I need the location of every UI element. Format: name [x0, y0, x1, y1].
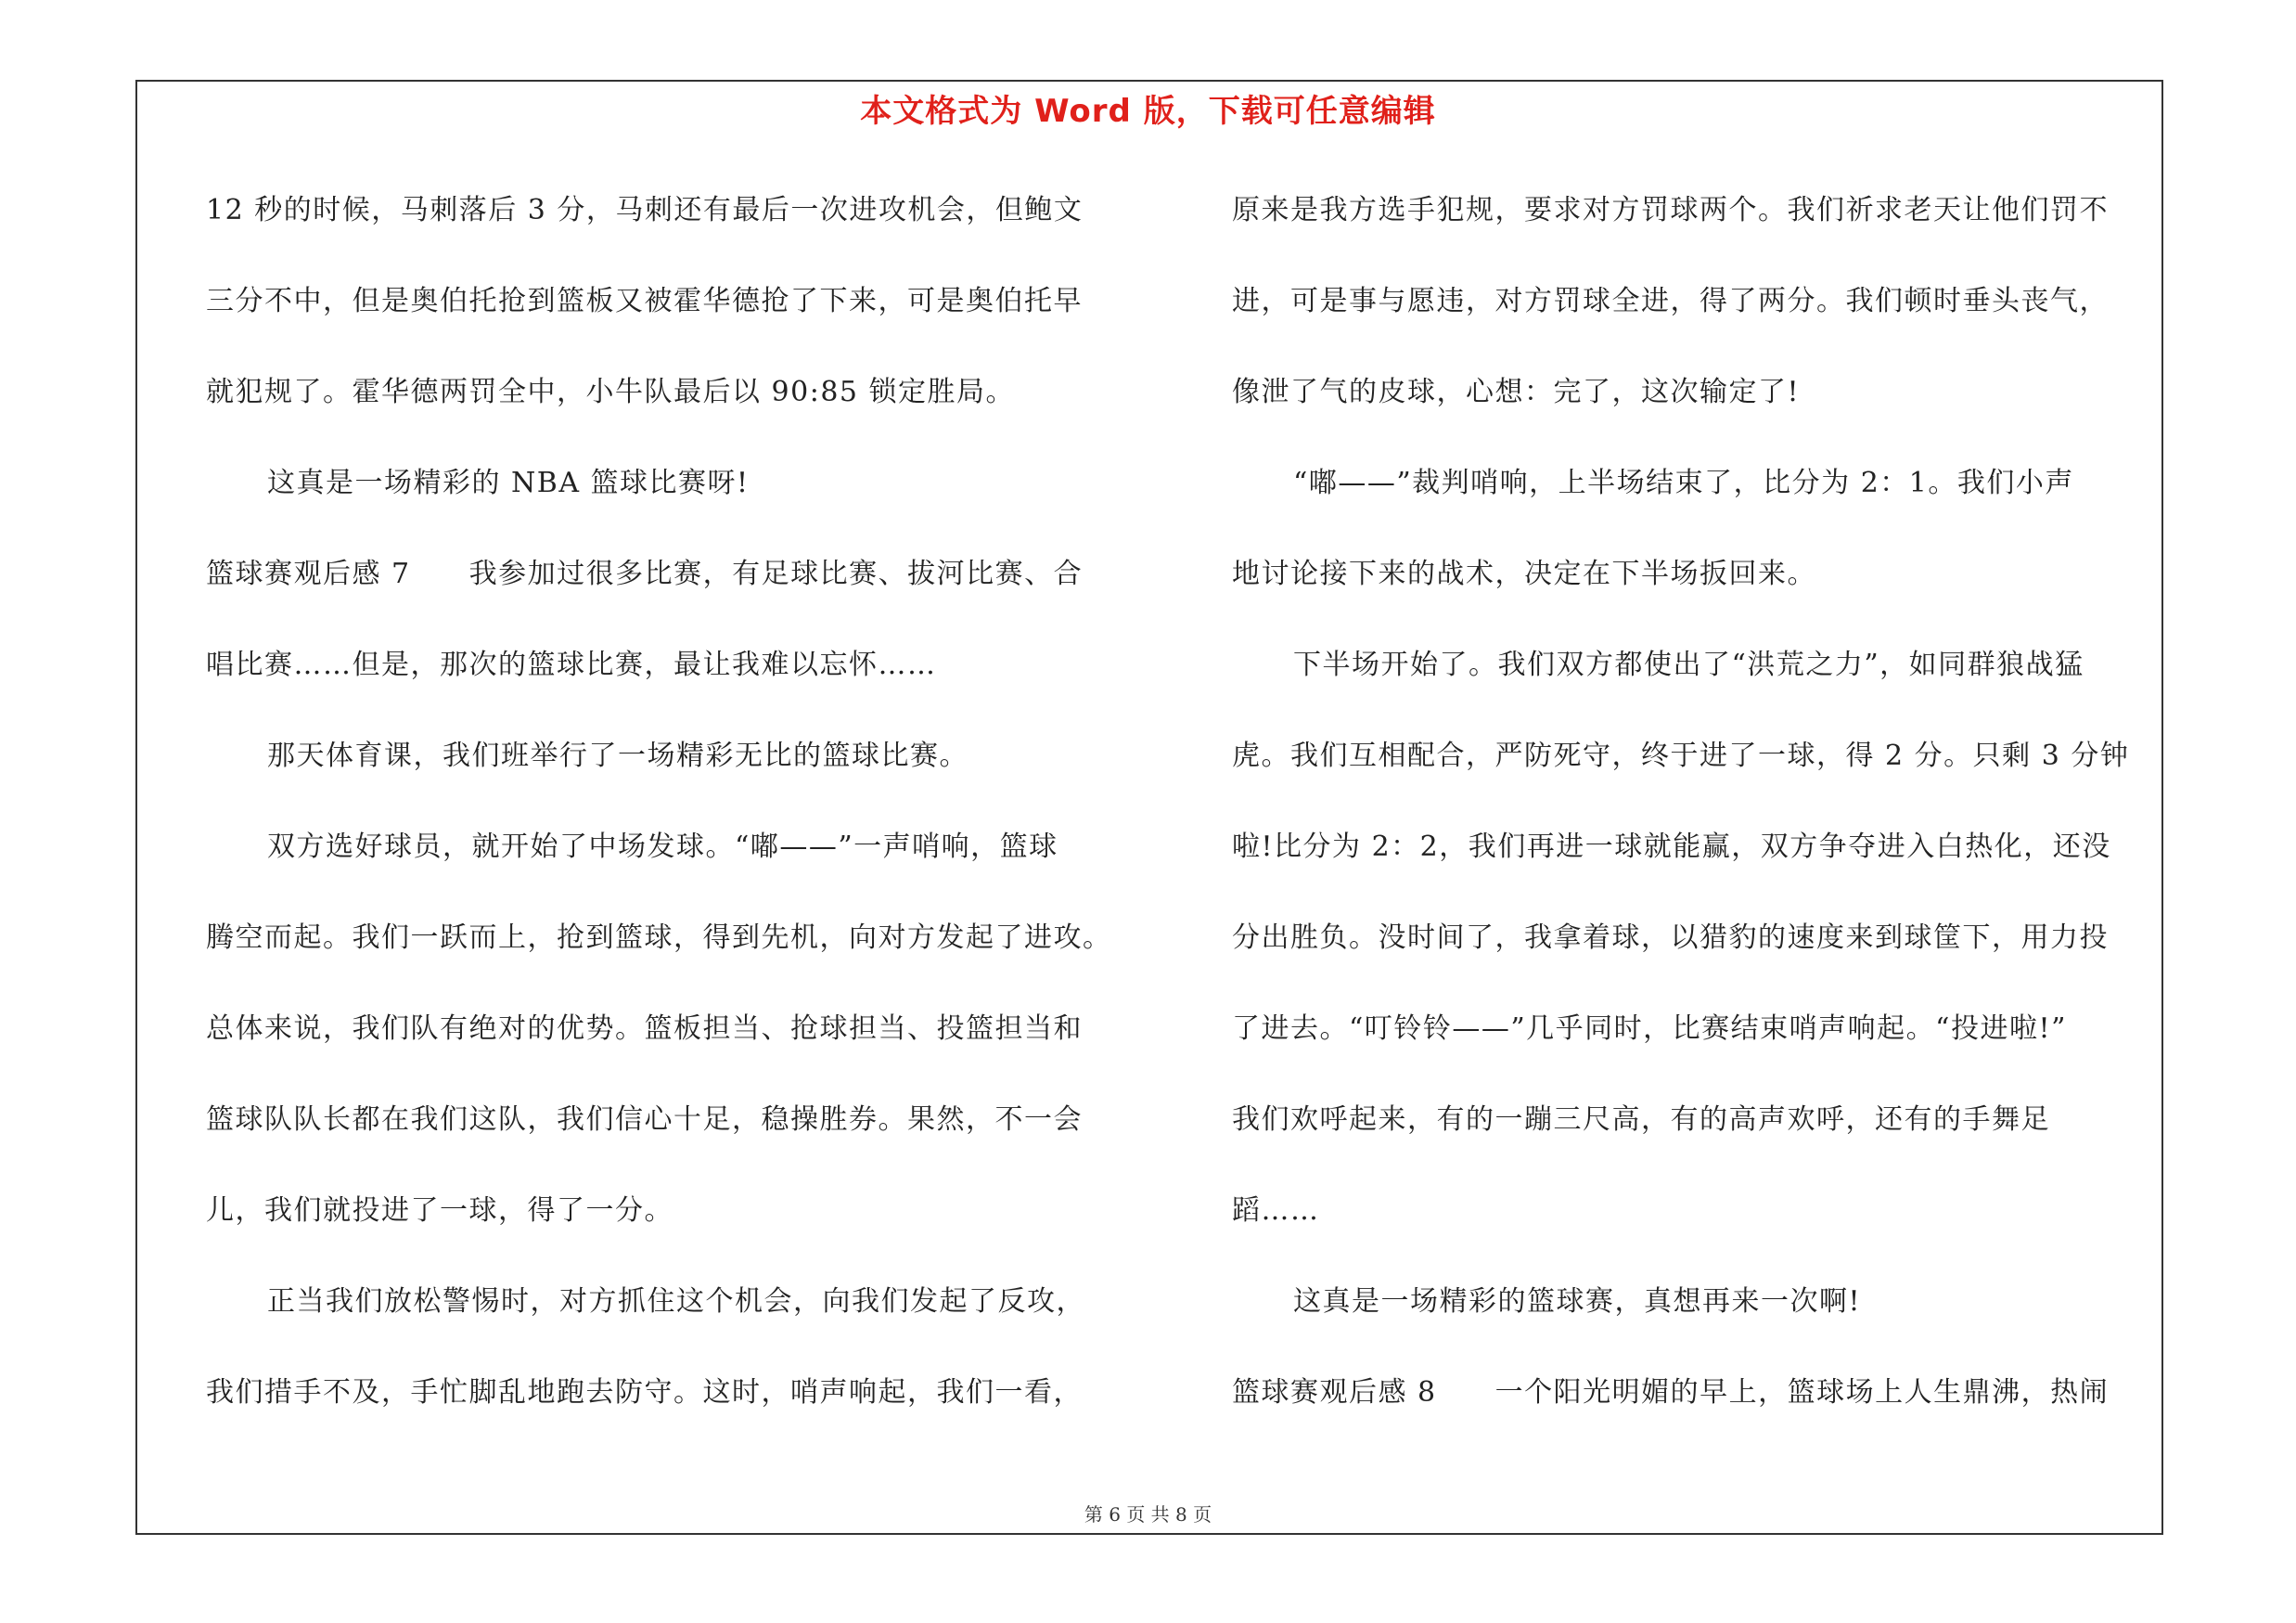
left-text-column — [206, 183, 1143, 1456]
text-line: 分出胜负。没时间了，我拿着球，以猎豹的速度来到球筐下，用力投 — [1232, 921, 2109, 954]
format-banner: 本文格式为 Word 版，下载可任意编辑 — [860, 93, 1436, 130]
text-line: 篮球赛观后感 8 一个阳光明媚的早上，篮球场上人生鼎沸，热闹 — [1232, 1376, 2110, 1409]
right-text-column — [1232, 183, 2169, 1456]
text-line: “嘟——”裁判哨响，上半场结束了，比分为 2：1。我们小声 — [1293, 467, 2074, 499]
text-line: 篮球赛观后感 7 我参加过很多比赛，有足球比赛、拔河比赛、合 — [206, 558, 1084, 590]
text-line: 这真是一场精彩的 NBA 篮球比赛呀! — [267, 467, 750, 499]
text-line: 三分不中，但是奥伯托抢到篮板又被霍华德抢了下来，可是奥伯托早 — [206, 285, 1083, 317]
text-line: 儿，我们就投进了一球，得了一分。 — [206, 1194, 673, 1227]
text-line: 就犯规了。霍华德两罚全中，小牛队最后以 90:85 锁定胜局。 — [206, 376, 1016, 408]
text-line: 原来是我方选手犯规，要求对方罚球两个。我们祈求老天让他们罚不 — [1232, 194, 2109, 226]
text-line: 我们欢呼起来，有的一蹦三尺高，有的高声欢呼，还有的手舞足 — [1232, 1103, 2050, 1136]
text-line: 12 秒的时候，马刺落后 3 分，马刺还有最后一次进攻机会，但鲍文 — [206, 194, 1084, 226]
text-line: 双方选好球员，就开始了中场发球。“嘟——”一声哨响，篮球 — [267, 831, 1058, 863]
text-line: 像泄了气的皮球，心想：完了，这次输定了! — [1232, 376, 1801, 408]
text-line: 虎。我们互相配合，严防死守，终于进了一球，得 2 分。只剩 3 分钟 — [1232, 740, 2130, 772]
text-line: 下半场开始了。我们双方都使出了“洪荒之力”，如同群狼战猛 — [1293, 649, 2084, 681]
text-line: 我们措手不及，手忙脚乱地跑去防守。这时，哨声响起，我们一看， — [206, 1376, 1083, 1409]
text-line: 蹈…… — [1232, 1194, 1320, 1227]
text-line: 唱比赛……但是，那次的篮球比赛，最让我难以忘怀…… — [206, 649, 937, 681]
text-line: 啦!比分为 2：2，我们再进一球就能赢，双方争夺进入白热化，还没 — [1232, 831, 2111, 863]
text-line: 了进去。“叮铃铃——”几乎同时，比赛结束哨声响起。“投进啦!” — [1232, 1012, 2067, 1045]
text-line: 那天体育课，我们班举行了一场精彩无比的篮球比赛。 — [267, 740, 968, 772]
text-line: 总体来说，我们队有绝对的优势。篮板担当、抢球担当、投篮担当和 — [206, 1012, 1083, 1045]
text-line: 这真是一场精彩的篮球赛，真想再来一次啊! — [1293, 1285, 1862, 1318]
text-line: 进，可是事与愿违，对方罚球全进，得了两分。我们顿时垂头丧气， — [1232, 285, 2109, 317]
page-number-footer: 第 6 页 共 8 页 — [1084, 1503, 1212, 1526]
text-line: 腾空而起。我们一跃而上，抢到篮球，得到先机，向对方发起了进攻。 — [206, 921, 1112, 954]
text-line: 正当我们放松警惕时，对方抓住这个机会，向我们发起了反攻， — [267, 1285, 1085, 1318]
text-line: 地讨论接下来的战术，决定在下半场扳回来。 — [1232, 558, 1816, 590]
text-line: 篮球队队长都在我们这队，我们信心十足，稳操胜券。果然，不一会 — [206, 1103, 1083, 1136]
